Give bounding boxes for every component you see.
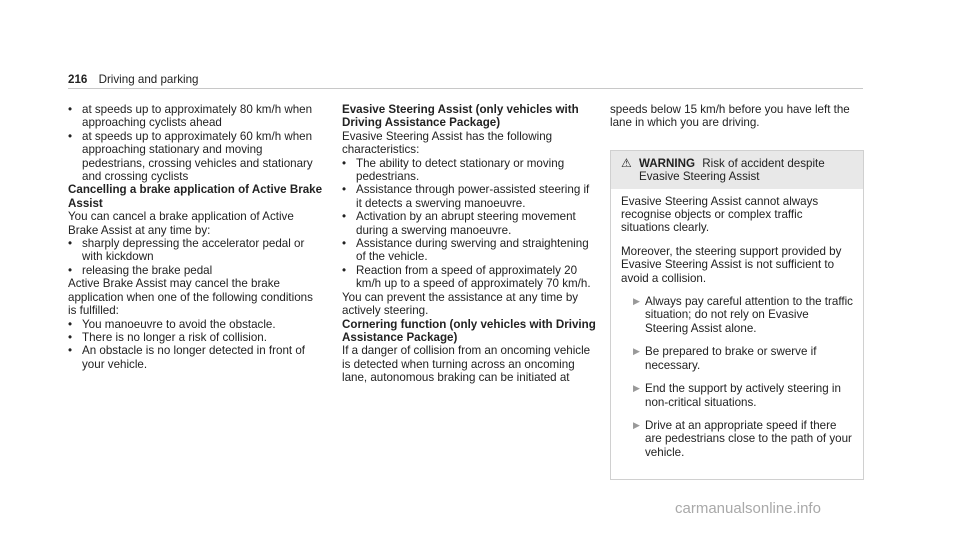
list-item: • There is no longer a risk of collision. (68, 330, 267, 344)
action-step: ▶ Drive at an appropriate speed if there are pedestrians close to the path of your vehicle. (633, 418, 852, 459)
list-item: • You manoeuvre to avoid the obstacle. (68, 317, 276, 331)
arrow-right-icon: ▶ (633, 346, 640, 357)
speed-bullet-list (68, 103, 324, 183)
list-item: • Activation by an abrupt steering movement during a swerving manoeuvre. (342, 210, 576, 237)
paragraph: You can prevent the assistance at any time by actively steering. (342, 290, 579, 318)
action-step: ▶ Always pay careful attention to the traffic situation; do not rely on Evasive Steering Assist alone. (633, 295, 853, 335)
arrow-right-icon: ▶ (633, 419, 640, 430)
paragraph: Evasive Steering Assist has the following characteristics: (342, 129, 553, 157)
arrow-right-icon: ▶ (633, 296, 640, 307)
list-item: • at speeds up to approximately 60 km/h when approaching stationary and moving pedestrians, crossing vehicles and stationary and crossing cyclists (68, 129, 313, 184)
header-divider (68, 88, 863, 89)
section-heading-cancel: Cancelling a brake application of Active Brake Assist (68, 183, 323, 210)
warning-title: Risk of accident despite Evasive Steering Assist (639, 156, 825, 184)
warning-triangle-icon: ⚠ (621, 155, 632, 170)
warning-body (611, 189, 863, 460)
cancel-bullet-list (68, 237, 324, 277)
list-item: • Assistance during swerving and straightening of the vehicle. (342, 237, 589, 264)
page-header (68, 73, 198, 86)
paragraph: Moreover, the steering support provided by Evasive Steering Assist is not sufficient to avoid a collision. (621, 244, 842, 285)
list-item: • An obstacle is no longer detected in front of your vehicle. (68, 344, 305, 371)
paragraph: You can cancel a brake application of Active Brake Assist at any time by: (68, 210, 294, 237)
column-left (68, 103, 324, 371)
column-middle (342, 103, 598, 385)
paragraph: Evasive Steering Assist cannot always recognise objects or complex traffic situations clearly. (621, 194, 819, 235)
arrow-right-icon: ▶ (633, 383, 640, 394)
warning-label: WARNING (639, 156, 696, 170)
characteristics-bullet-list (342, 157, 598, 291)
list-item: • Assistance through power-assisted steering if it detects a swerving manoeuvre. (342, 183, 590, 210)
list-item: • releasing the brake pedal (68, 263, 213, 277)
watermark: carmanualsonline.info (675, 500, 821, 517)
conditions-bullet-list (68, 318, 324, 372)
action-step: ▶ Be prepared to brake or swerve if necessary. (633, 345, 817, 372)
section-heading-cornering: Cornering function (only vehicles with Driving Assistance Package) (342, 317, 596, 344)
paragraph: Active Brake Assist may cancel the brake application when one of the following conditions is fulfilled: (68, 277, 313, 318)
list-item: • at speeds up to approximately 80 km/h when approaching cyclists ahead (68, 103, 313, 130)
section-title: Driving and parking (98, 73, 199, 86)
list-item: • sharply depressing the accelerator pedal or with kickdown (68, 237, 305, 264)
section-heading-evasive: Evasive Steering Assist (only vehicles with Driving Assistance Package) (342, 103, 579, 130)
action-step: ▶ End the support by actively steering in non-critical situations. (633, 382, 841, 409)
column-right (610, 103, 864, 480)
paragraph: speeds below 15 km/h before you have left the lane in which you are driving. (610, 103, 850, 130)
page-number: 216 (68, 73, 88, 86)
warning-box (610, 150, 864, 480)
paragraph: If a danger of collision from an oncoming vehicle is detected when turning across an oncoming lane, autonomous braking can be initiated at (342, 344, 591, 385)
warning-header (611, 151, 863, 189)
list-item: • The ability to detect stationary or moving pedestrians. (342, 156, 565, 184)
list-item: • Reaction from a speed of approximately 20 km/h up to a speed of approximately 70 km/h. (342, 263, 591, 291)
